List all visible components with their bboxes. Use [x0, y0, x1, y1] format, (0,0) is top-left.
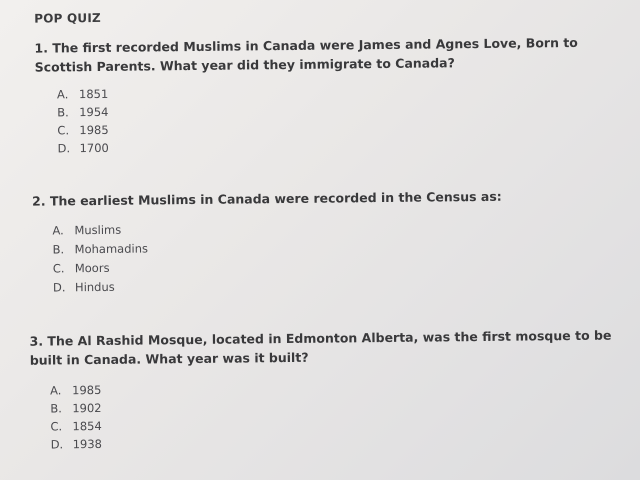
question-2-option-c: [53, 258, 149, 278]
option-text: 1854: [72, 418, 102, 434]
option-text: 1851: [78, 86, 109, 102]
question-3-text: 3. The Al Rashid Mosque, located in Edmonton Alberta, was the first mosque to be built in Canada. What year was it built?: [29, 327, 612, 368]
option-text: 1902: [72, 400, 102, 416]
option-letter: C.: [57, 123, 70, 138]
option-letter: B.: [57, 105, 69, 120]
option-text: 1985: [72, 382, 102, 398]
option-letter: A.: [52, 223, 64, 238]
quiz-title: POP QUIZ: [34, 10, 101, 26]
question-2-text: 2. The earliest Muslims in Canada were recorded in the Census as:: [32, 188, 502, 209]
option-text: Hindus: [74, 279, 115, 295]
question-2-option-d: [53, 277, 149, 297]
question-2-option-a: [52, 220, 148, 240]
question-3-option-c: [50, 417, 101, 436]
question-1-option-c: [57, 121, 108, 140]
question-1-option-a: [57, 85, 108, 104]
option-text: 1700: [79, 140, 109, 156]
option-text: 1938: [72, 436, 103, 452]
question-2-options: [52, 220, 148, 297]
option-letter: D.: [50, 437, 64, 452]
question-1-option-b: [57, 103, 108, 122]
option-text: Mohamadins: [74, 241, 149, 257]
question-3-option-b: [50, 399, 101, 418]
option-text: Muslims: [74, 222, 122, 238]
option-letter: C.: [52, 261, 65, 276]
question-3-options: [50, 381, 102, 454]
option-letter: B.: [50, 401, 62, 416]
question-3-option-d: [51, 435, 102, 454]
option-letter: A.: [50, 383, 62, 398]
option-letter: C.: [50, 419, 63, 434]
question-1-option-d: [57, 139, 108, 158]
option-letter: B.: [52, 242, 65, 257]
question-2-option-b: [53, 239, 149, 259]
option-text: Moors: [74, 260, 110, 276]
question-3-option-a: [50, 381, 101, 400]
question-1-text: 1. The first recorded Muslims in Canada were James and Agnes Love, Born to Scottish Parents. What year did they immigrate to Canada?: [34, 34, 578, 75]
option-text: 1954: [79, 104, 109, 120]
option-letter: A.: [56, 87, 69, 102]
question-1-options: [57, 85, 109, 158]
option-text: 1985: [79, 122, 109, 138]
option-letter: D.: [52, 280, 66, 295]
option-letter: D.: [57, 141, 71, 156]
